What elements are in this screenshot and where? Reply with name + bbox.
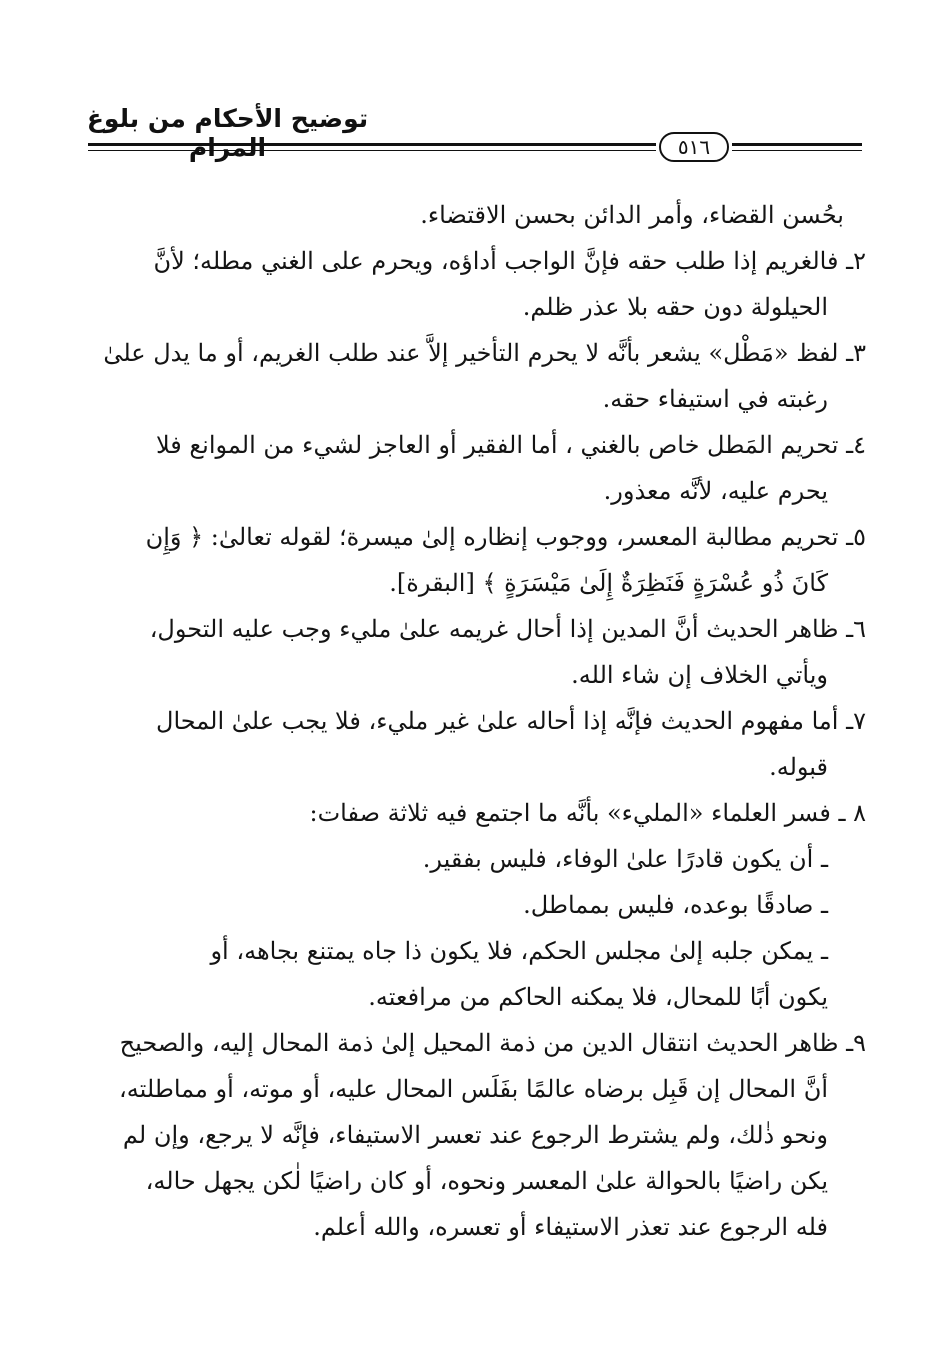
text-line: ٣ـ لفظ «مَطْل» يشعر بأنَّه لا يحرم التأخير إلاَّ عند طلب الغريم، أو ما يدل علىٰ xyxy=(103,339,866,367)
text-line: فله الرجوع عند تعذر الاستيفاء أو تعسره، والله أعلم. xyxy=(313,1213,828,1241)
list-item: ـ أن يكون قادرًا علىٰ الوفاء، فليس بفقير. xyxy=(422,845,828,873)
header-rule xyxy=(88,150,656,151)
text-line: بحُسن القضاء، وأمر الدائن بحسن الاقتضاء. xyxy=(420,201,844,229)
list-item: ـ يمكن جلبه إلىٰ مجلس الحكم، فلا يكون ذا جاه يمتنع بجاهه، أو xyxy=(210,937,828,965)
quran-verse-line: كَانَ ذُو عُسْرَةٍ فَنَظِرَةٌ إِلَىٰ مَيْسَرَةٍ ﴾ [البقرة]. xyxy=(389,569,828,597)
text-line: رغبته في استيفاء حقه. xyxy=(602,385,828,413)
list-item: ـ صادقًا بوعده، فليس بمماطل. xyxy=(523,891,828,919)
running-header-title: توضيح الأحكام من بلوغ المرام xyxy=(86,104,369,162)
header-rule xyxy=(732,150,862,151)
text-line: يكون أبًا للمحال، فلا يمكنه الحاكم من مرافعته. xyxy=(368,983,828,1011)
text-line: ويأتي الخلاف إن شاء الله. xyxy=(571,661,828,689)
text-line: ٨ ـ فسر العلماء «المليء» بأنَّه ما اجتمع فيه ثلاثة صفات: xyxy=(309,799,866,827)
header-rule xyxy=(88,143,656,146)
text-line: ٤ـ تحريم المَطل خاص بالغني ، أما الفقير أو العاجز لشيء من الموانع فلا xyxy=(155,431,866,459)
page-body xyxy=(80,192,866,1250)
text-line: ٩ـ ظاهر الحديث انتقال الدين من ذمة المحيل إلىٰ ذمة المحال إليه، والصحيح xyxy=(119,1029,866,1057)
text-line: أنَّ المحال إن قَبِل برضاه عالمًا بفَلَس المحال عليه، أو موته، أو مماطلته، xyxy=(118,1075,828,1103)
text-line: ٢ـ فالغريم إذا طلب حقه فإنَّ الواجب أداؤه، ويحرم على الغني مطله؛ لأنَّ xyxy=(153,247,866,275)
text-line: ٥ـ تحريم مطالبة المعسر، ووجوب إنظاره إلىٰ ميسرة؛ لقوله تعالىٰ: ﴿ وَإِن xyxy=(145,523,866,551)
text-line: ونحو ذٰلك، ولم يشترط الرجوع عند تعسر الاستيفاء، فإنَّه لا يرجع، وإن لم xyxy=(122,1121,828,1149)
text-line: ٧ـ أما مفهوم الحديث فإنَّه إذا أحاله علىٰ غير مليء، فلا يجب علىٰ المحال xyxy=(156,707,866,735)
text-line: الحيلولة دون حقه بلا عذر ظلم. xyxy=(522,293,828,321)
text-line: ٦ـ ظاهر الحديث أنَّ المدين إذا أحال غريمه علىٰ مليء وجب عليه التحول، xyxy=(149,615,866,643)
text-line: يحرم عليه، لأنَّه معذور. xyxy=(603,477,828,505)
page-number-badge: ٥١٦ xyxy=(659,132,729,162)
text-line: قبوله. xyxy=(769,753,828,781)
text-line: يكن راضيًا بالحوالة علىٰ المعسر ونحوه، أو كان راضيًا لٰكن يجهل حاله، xyxy=(145,1167,828,1195)
header-rule xyxy=(732,143,862,146)
